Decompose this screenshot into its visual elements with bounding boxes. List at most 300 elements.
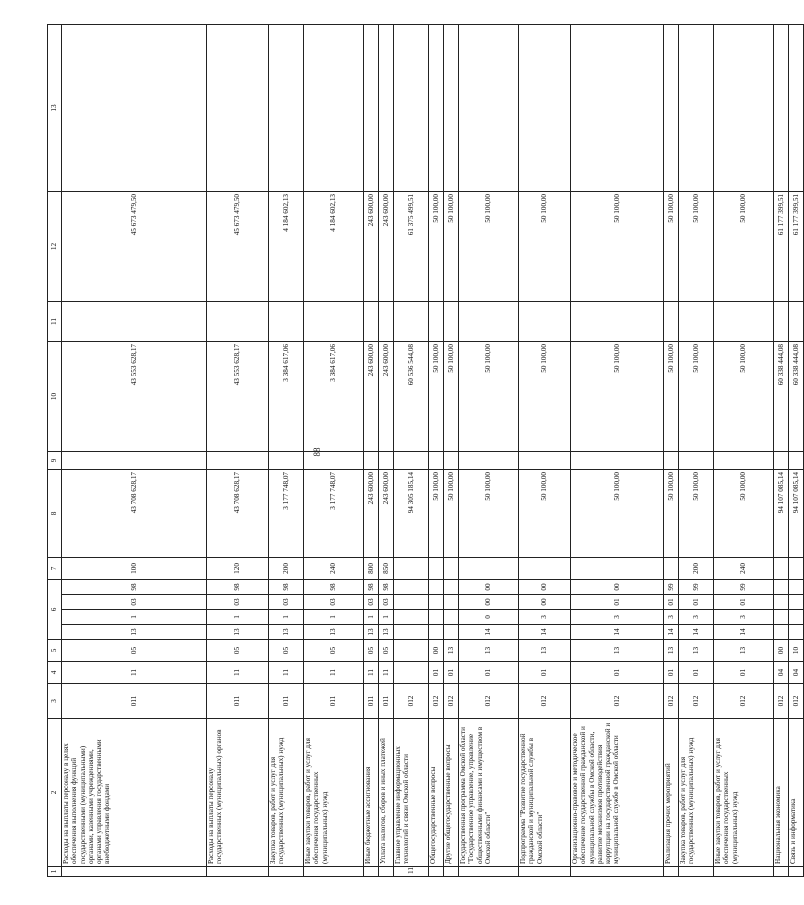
cell-c11 <box>679 301 714 341</box>
cell-c6b: 1 <box>379 610 394 625</box>
cell-c6d <box>774 579 789 594</box>
cell-c8: 50 100,00 <box>429 469 444 557</box>
page-number: 88 <box>312 447 322 457</box>
table-body <box>48 24 804 876</box>
cell-c9 <box>714 451 774 469</box>
header-cell-4: 4 <box>48 662 62 684</box>
cell-c13 <box>679 24 714 191</box>
cell-c2: Организационно-правовое и методическое обеспечение государственной гражданской и муниципальной службы в Омской области, развитие механизмов противодействия коррупции на государственной гражданской и муниципальной службе в Омской области <box>571 719 664 867</box>
cell-c13 <box>789 24 804 191</box>
cell-c13 <box>444 24 459 191</box>
cell-c4: 01 <box>714 662 774 684</box>
cell-c11 <box>714 301 774 341</box>
cell-c3: 012 <box>664 684 679 719</box>
cell-c6a <box>429 625 444 640</box>
cell-c10: 50 100,00 <box>571 341 664 451</box>
cell-c12: 61 177 399,51 <box>774 191 789 301</box>
cell-c6d: 98 <box>379 579 394 594</box>
cell-c9 <box>789 451 804 469</box>
cell-c6a: 14 <box>679 625 714 640</box>
cell-c2: Иные закупки товаров, работ и услуг для обеспечения государственных (муниципальных) нужд <box>304 719 364 867</box>
cell-c13 <box>379 24 394 191</box>
cell-c10: 243 600,00 <box>379 341 394 451</box>
cell-c3: 012 <box>571 684 664 719</box>
cell-c6c: 00 <box>519 595 571 610</box>
header-cell-9: 9 <box>48 451 62 469</box>
cell-c10: 50 100,00 <box>444 341 459 451</box>
cell-c4: 01 <box>571 662 664 684</box>
cell-c12: 4 184 602,13 <box>304 191 364 301</box>
cell-c5: 05 <box>379 640 394 662</box>
cell-c4: 11 <box>207 662 269 684</box>
header-cell-10: 10 <box>48 341 62 451</box>
cell-c13 <box>429 24 444 191</box>
cell-c6d <box>789 579 804 594</box>
table-row <box>207 24 269 876</box>
cell-c6a <box>774 625 789 640</box>
cell-c12: 45 673 479,50 <box>62 191 207 301</box>
cell-c6b: 1 <box>62 610 207 625</box>
cell-c5: 13 <box>571 640 664 662</box>
table-row <box>62 24 207 876</box>
header-cell-5: 5 <box>48 640 62 662</box>
cell-c1 <box>379 867 394 877</box>
table-row <box>394 24 429 876</box>
cell-c11 <box>364 301 379 341</box>
header-cell-8: 8 <box>48 469 62 557</box>
cell-c8: 50 100,00 <box>459 469 519 557</box>
cell-c6b <box>789 610 804 625</box>
cell-c13 <box>304 24 364 191</box>
cell-c2: Подпрограмма "Развитие государственной гражданской и муниципальной службы в Омской области" <box>519 719 571 867</box>
cell-c6a: 14 <box>571 625 664 640</box>
cell-c3: 011 <box>62 684 207 719</box>
cell-c3: 012 <box>444 684 459 719</box>
cell-c10: 50 100,00 <box>714 341 774 451</box>
cell-c6d <box>429 579 444 594</box>
cell-c12: 50 100,00 <box>714 191 774 301</box>
cell-c4: 11 <box>269 662 304 684</box>
cell-c6a: 14 <box>714 625 774 640</box>
cell-c4: 01 <box>444 662 459 684</box>
cell-c7 <box>459 557 519 579</box>
cell-c6c <box>444 595 459 610</box>
cell-c8: 94 107 085,14 <box>774 469 789 557</box>
cell-c6d: 98 <box>62 579 207 594</box>
table-row <box>571 24 664 876</box>
cell-c1 <box>679 867 714 877</box>
cell-c6b: 3 <box>664 610 679 625</box>
cell-c8: 50 100,00 <box>664 469 679 557</box>
table-row <box>519 24 571 876</box>
budget-table <box>47 24 804 877</box>
cell-c6a: 14 <box>459 625 519 640</box>
cell-c1 <box>444 867 459 877</box>
cell-c6c: 00 <box>459 595 519 610</box>
cell-c1 <box>62 867 207 877</box>
cell-c8: 50 100,00 <box>444 469 459 557</box>
cell-c2: Другие общегосударственные вопросы <box>444 719 459 867</box>
cell-c11 <box>519 301 571 341</box>
cell-c5: 05 <box>364 640 379 662</box>
cell-c6c: 03 <box>207 595 269 610</box>
cell-c4: 11 <box>62 662 207 684</box>
table-row <box>364 24 379 876</box>
cell-c2: Расходы на выплаты персоналу в целях обеспечения выполнения функций государственными (муниципальными) органами, казенными учреждениями, органами управления государственными внебюджетными фондами <box>62 719 207 867</box>
cell-c7 <box>774 557 789 579</box>
cell-c8: 50 100,00 <box>679 469 714 557</box>
cell-c5: 05 <box>304 640 364 662</box>
cell-c6b: 3 <box>519 610 571 625</box>
header-cell-3: 3 <box>48 684 62 719</box>
cell-c12: 61 177 399,51 <box>789 191 804 301</box>
cell-c11 <box>664 301 679 341</box>
cell-c12: 50 100,00 <box>679 191 714 301</box>
cell-c3: 012 <box>519 684 571 719</box>
cell-c1: 11 <box>394 867 429 877</box>
table-row <box>379 24 394 876</box>
cell-c10: 50 100,00 <box>519 341 571 451</box>
cell-c10: 43 553 628,17 <box>207 341 269 451</box>
cell-c3: 012 <box>394 684 429 719</box>
cell-c7 <box>789 557 804 579</box>
cell-c1 <box>571 867 664 877</box>
cell-c6a <box>789 625 804 640</box>
cell-c6c: 01 <box>714 595 774 610</box>
cell-c2: Связь и информатика <box>789 719 804 867</box>
cell-c3: 011 <box>269 684 304 719</box>
cell-c4: 11 <box>379 662 394 684</box>
table-row <box>444 24 459 876</box>
cell-c6d: 99 <box>714 579 774 594</box>
cell-c11 <box>269 301 304 341</box>
cell-c10: 50 100,00 <box>459 341 519 451</box>
cell-c10: 60 536 544,08 <box>394 341 429 451</box>
cell-c7 <box>429 557 444 579</box>
cell-c8: 94 305 185,14 <box>394 469 429 557</box>
cell-c3: 012 <box>789 684 804 719</box>
cell-c5: 00 <box>774 640 789 662</box>
cell-c6d: 00 <box>519 579 571 594</box>
cell-c6c: 03 <box>269 595 304 610</box>
cell-c5: 13 <box>444 640 459 662</box>
cell-c7: 850 <box>379 557 394 579</box>
cell-c6c <box>789 595 804 610</box>
cell-c3: 012 <box>459 684 519 719</box>
cell-c2: Реализация прочих мероприятий <box>664 719 679 867</box>
cell-c6d <box>444 579 459 594</box>
cell-c6b: 3 <box>679 610 714 625</box>
cell-c2: Уплата налогов, сборов и иных платежей <box>379 719 394 867</box>
cell-c6a: 13 <box>207 625 269 640</box>
cell-c6a: 13 <box>379 625 394 640</box>
cell-c9 <box>679 451 714 469</box>
cell-c11 <box>62 301 207 341</box>
cell-c11 <box>379 301 394 341</box>
cell-c3: 012 <box>679 684 714 719</box>
cell-c12: 50 100,00 <box>519 191 571 301</box>
cell-c11 <box>459 301 519 341</box>
cell-c11 <box>207 301 269 341</box>
cell-c6d: 98 <box>364 579 379 594</box>
cell-c7 <box>571 557 664 579</box>
cell-c12: 50 100,00 <box>571 191 664 301</box>
cell-c6d: 98 <box>304 579 364 594</box>
header-cell-1: 1 <box>48 867 62 877</box>
cell-c13 <box>364 24 379 191</box>
cell-c6d: 00 <box>571 579 664 594</box>
cell-c12: 50 100,00 <box>429 191 444 301</box>
cell-c6c: 01 <box>571 595 664 610</box>
cell-c13 <box>774 24 789 191</box>
cell-c12: 50 100,00 <box>444 191 459 301</box>
cell-c7: 240 <box>304 557 364 579</box>
cell-c9 <box>444 451 459 469</box>
cell-c12: 50 100,00 <box>664 191 679 301</box>
cell-c9 <box>364 451 379 469</box>
cell-c8: 50 100,00 <box>571 469 664 557</box>
cell-c8: 3 177 748,07 <box>269 469 304 557</box>
cell-c5: 13 <box>714 640 774 662</box>
cell-c13 <box>664 24 679 191</box>
cell-c6a: 13 <box>269 625 304 640</box>
cell-c11 <box>571 301 664 341</box>
cell-c4: 01 <box>429 662 444 684</box>
cell-c9 <box>459 451 519 469</box>
cell-c9 <box>394 451 429 469</box>
cell-c5: 05 <box>207 640 269 662</box>
cell-c8: 43 708 628,17 <box>207 469 269 557</box>
cell-c3: 011 <box>364 684 379 719</box>
cell-c7 <box>444 557 459 579</box>
cell-c4: 01 <box>459 662 519 684</box>
cell-c5: 05 <box>62 640 207 662</box>
cell-c11 <box>394 301 429 341</box>
cell-c7 <box>394 557 429 579</box>
cell-c7 <box>519 557 571 579</box>
cell-c6c <box>429 595 444 610</box>
cell-c11 <box>304 301 364 341</box>
cell-c4: 01 <box>519 662 571 684</box>
cell-c1 <box>664 867 679 877</box>
cell-c6a: 13 <box>364 625 379 640</box>
cell-c13 <box>519 24 571 191</box>
table-row <box>679 24 714 876</box>
cell-c6a: 14 <box>519 625 571 640</box>
header-cell-13: 13 <box>48 24 62 191</box>
cell-c6a: 13 <box>304 625 364 640</box>
cell-c10: 60 338 444,08 <box>789 341 804 451</box>
cell-c6b <box>394 610 429 625</box>
cell-c2: Иные закупки товаров, работ и услуг для обеспечения государственных (муниципальных) нужд <box>714 719 774 867</box>
cell-c11 <box>774 301 789 341</box>
cell-c8: 43 708 628,17 <box>62 469 207 557</box>
cell-c6b <box>429 610 444 625</box>
table-row <box>459 24 519 876</box>
cell-c6d: 00 <box>459 579 519 594</box>
cell-c6a <box>394 625 429 640</box>
cell-c7: 120 <box>207 557 269 579</box>
cell-c4: 01 <box>664 662 679 684</box>
cell-c2: Закупка товаров, работ и услуг для государственных (муниципальных) нужд <box>679 719 714 867</box>
cell-c6d: 99 <box>664 579 679 594</box>
cell-c7: 100 <box>62 557 207 579</box>
cell-c6d: 98 <box>207 579 269 594</box>
header-cell-2: 2 <box>48 719 62 867</box>
table-row <box>789 24 804 876</box>
cell-c11 <box>429 301 444 341</box>
cell-c12: 45 673 479,50 <box>207 191 269 301</box>
cell-c8: 243 600,00 <box>364 469 379 557</box>
cell-c5: 10 <box>789 640 804 662</box>
cell-c6c <box>774 595 789 610</box>
cell-c13 <box>459 24 519 191</box>
cell-c11 <box>789 301 804 341</box>
cell-c1 <box>429 867 444 877</box>
table-row <box>304 24 364 876</box>
header-cell-7: 7 <box>48 557 62 579</box>
header-row <box>48 24 62 876</box>
cell-c2: Национальная экономика <box>774 719 789 867</box>
cell-c9 <box>62 451 207 469</box>
cell-c6b: 1 <box>364 610 379 625</box>
cell-c5: 13 <box>664 640 679 662</box>
cell-c6a <box>444 625 459 640</box>
cell-c4: 11 <box>304 662 364 684</box>
cell-c13 <box>269 24 304 191</box>
cell-c2: Закупка товаров, работ и услуг для государственных (муниципальных) нужд <box>269 719 304 867</box>
cell-c9 <box>304 451 364 469</box>
rotated-table-wrapper <box>47 25 800 877</box>
cell-c13 <box>571 24 664 191</box>
cell-c1 <box>774 867 789 877</box>
cell-c2: Главное управление информационных технологий и связи Омской области <box>394 719 429 867</box>
cell-c10: 50 100,00 <box>429 341 444 451</box>
cell-c4: 04 <box>774 662 789 684</box>
cell-c8: 3 177 748,07 <box>304 469 364 557</box>
cell-c6b <box>774 610 789 625</box>
cell-c10: 3 384 617,06 <box>269 341 304 451</box>
cell-c13 <box>714 24 774 191</box>
cell-c12: 50 100,00 <box>459 191 519 301</box>
cell-c12: 243 600,00 <box>379 191 394 301</box>
cell-c2: Иные бюджетные ассигнования <box>364 719 379 867</box>
cell-c6c: 03 <box>62 595 207 610</box>
cell-c8: 243 600,00 <box>379 469 394 557</box>
cell-c1 <box>269 867 304 877</box>
cell-c6b: 1 <box>207 610 269 625</box>
cell-c3: 012 <box>429 684 444 719</box>
cell-c5: 00 <box>429 640 444 662</box>
table-row <box>664 24 679 876</box>
cell-c13 <box>62 24 207 191</box>
cell-c6c: 03 <box>364 595 379 610</box>
cell-c9 <box>571 451 664 469</box>
cell-c11 <box>444 301 459 341</box>
cell-c12: 61 375 499,51 <box>394 191 429 301</box>
table-row <box>714 24 774 876</box>
cell-c9 <box>207 451 269 469</box>
cell-c10: 243 600,00 <box>364 341 379 451</box>
cell-c9 <box>379 451 394 469</box>
cell-c4 <box>394 662 429 684</box>
cell-c5: 13 <box>519 640 571 662</box>
cell-c6c: 01 <box>664 595 679 610</box>
cell-c10: 43 553 628,17 <box>62 341 207 451</box>
cell-c9 <box>519 451 571 469</box>
cell-c9 <box>774 451 789 469</box>
table-row <box>774 24 789 876</box>
cell-c3: 011 <box>207 684 269 719</box>
cell-c10: 3 384 617,06 <box>304 341 364 451</box>
cell-c7 <box>664 557 679 579</box>
cell-c6d: 99 <box>679 579 714 594</box>
cell-c6c: 03 <box>379 595 394 610</box>
cell-c7: 200 <box>269 557 304 579</box>
cell-c13 <box>394 24 429 191</box>
cell-c6a: 13 <box>62 625 207 640</box>
cell-c10: 50 100,00 <box>679 341 714 451</box>
header-cell-6: 6 <box>48 579 62 639</box>
cell-c5: 13 <box>459 640 519 662</box>
cell-c5 <box>394 640 429 662</box>
cell-c3: 012 <box>774 684 789 719</box>
cell-c10: 50 100,00 <box>664 341 679 451</box>
cell-c8: 50 100,00 <box>519 469 571 557</box>
cell-c2: Общегосударственные вопросы <box>429 719 444 867</box>
cell-c6d: 98 <box>269 579 304 594</box>
cell-c7: 800 <box>364 557 379 579</box>
cell-c8: 50 100,00 <box>714 469 774 557</box>
cell-c6b: 1 <box>269 610 304 625</box>
cell-c13 <box>207 24 269 191</box>
cell-c1 <box>714 867 774 877</box>
cell-c5: 05 <box>269 640 304 662</box>
cell-c1 <box>789 867 804 877</box>
cell-c2: Расходы на выплаты персоналу государственных (муниципальных) органов <box>207 719 269 867</box>
table-row <box>269 24 304 876</box>
cell-c6b: 1 <box>304 610 364 625</box>
cell-c9 <box>429 451 444 469</box>
cell-c6a: 14 <box>664 625 679 640</box>
cell-c4: 01 <box>679 662 714 684</box>
cell-c7: 240 <box>714 557 774 579</box>
cell-c5: 13 <box>679 640 714 662</box>
cell-c1 <box>519 867 571 877</box>
cell-c1 <box>304 867 364 877</box>
cell-c9 <box>664 451 679 469</box>
cell-c1 <box>207 867 269 877</box>
header-cell-12: 12 <box>48 191 62 301</box>
cell-c9 <box>269 451 304 469</box>
cell-c10: 60 338 444,08 <box>774 341 789 451</box>
cell-c1 <box>459 867 519 877</box>
cell-c3: 011 <box>304 684 364 719</box>
header-cell-11: 11 <box>48 301 62 341</box>
cell-c3: 012 <box>714 684 774 719</box>
cell-c6b: 3 <box>571 610 664 625</box>
cell-c6d <box>394 579 429 594</box>
cell-c6c <box>394 595 429 610</box>
cell-c7: 200 <box>679 557 714 579</box>
cell-c2: Государственная программа Омской области "Государственное управление, управление общественными финансами и имуществом в Омской области" <box>459 719 519 867</box>
cell-c4: 04 <box>789 662 804 684</box>
table-row <box>429 24 444 876</box>
cell-c6c: 01 <box>679 595 714 610</box>
cell-c6b <box>444 610 459 625</box>
cell-c6b: 0 <box>459 610 519 625</box>
cell-c12: 4 184 602,13 <box>269 191 304 301</box>
